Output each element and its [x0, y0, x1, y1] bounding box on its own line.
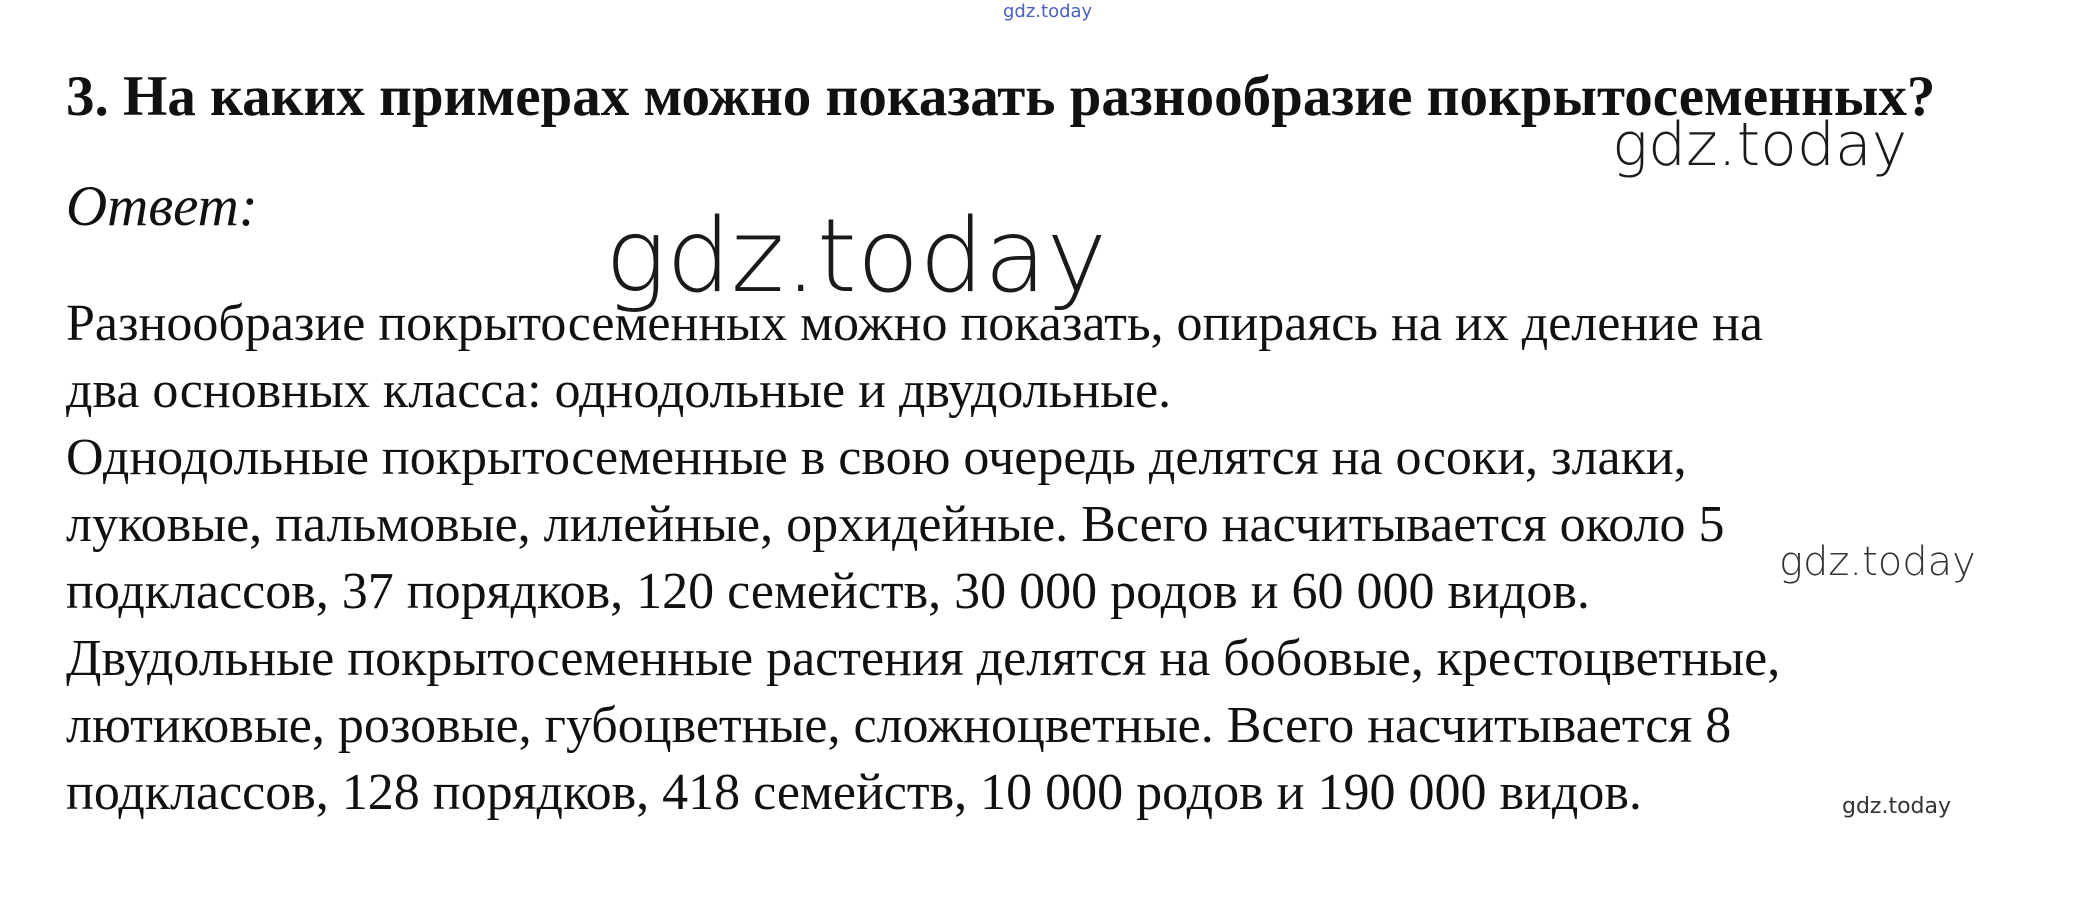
answer-line-7: лютиковые, розовые, губоцветные, сложноцветные. Всего насчитывается 8	[66, 697, 1732, 754]
watermark-large: gdz.today	[605, 197, 1107, 316]
watermark-top: gdz.today	[1003, 1, 1093, 22]
answer-line-1: Разнообразие покрытосеменных можно показать, опираясь на их деление на	[66, 295, 1763, 352]
answer-body	[66, 290, 1780, 826]
answer-line-3: Однодольные покрытосеменные в свою очередь делятся на осоки, злаки,	[66, 429, 1687, 486]
answer-line-5: подклассов, 37 порядков, 120 семейств, 30 000 родов и 60 000 видов.	[66, 563, 1590, 620]
watermark-middle: gdz.today	[1779, 539, 1976, 585]
watermark-right: gdz.today	[1612, 110, 1908, 180]
question-heading: 3. На каких примерах можно показать разнообразие покрытосеменных?	[66, 65, 1936, 128]
watermark-small: gdz.today	[1842, 794, 1952, 819]
answer-line-8: подклассов, 128 порядков, 418 семейств, 10 000 родов и 190 000 видов.	[66, 764, 1642, 821]
answer-line-2: два основных класса: однодольные и двудольные.	[66, 362, 1172, 419]
answer-label: Ответ:	[66, 175, 258, 238]
answer-line-4: луковые, пальмовые, лилейные, орхидейные. Всего насчитывается около 5	[66, 496, 1725, 553]
answer-line-6: Двудольные покрытосеменные растения делятся на бобовые, крестоцветные,	[66, 630, 1781, 687]
